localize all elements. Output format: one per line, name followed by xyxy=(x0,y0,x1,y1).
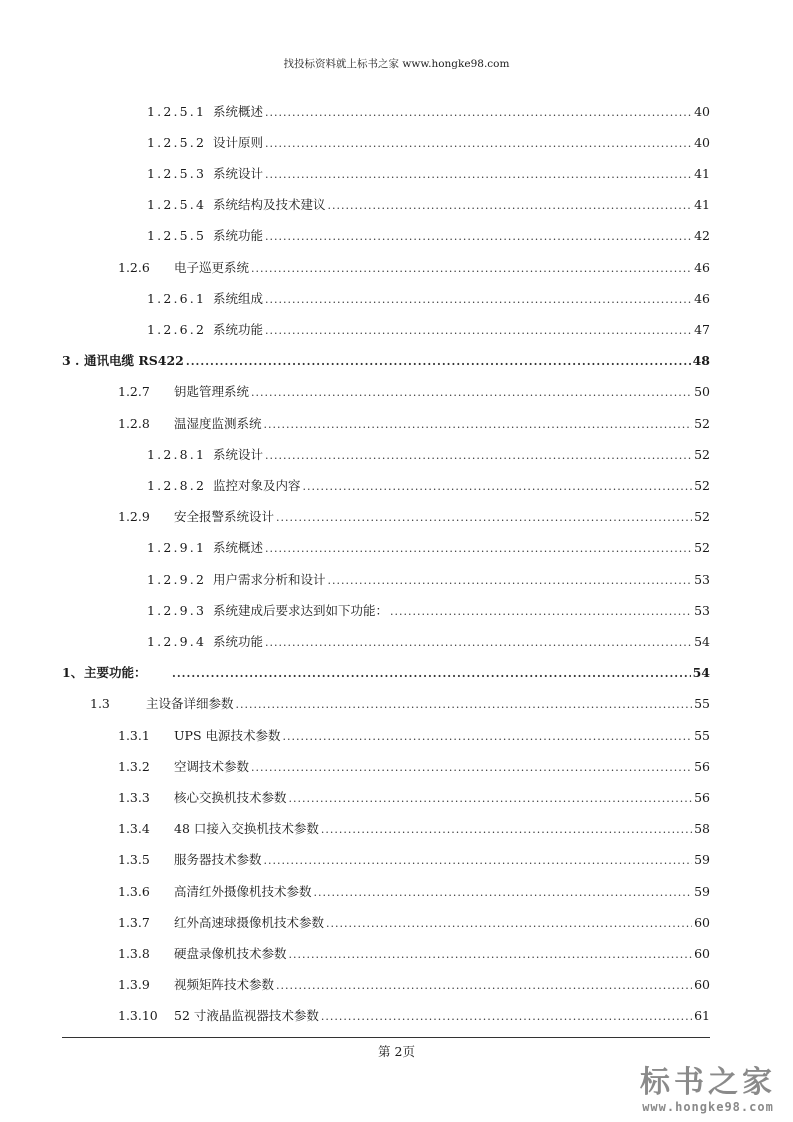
toc-number: 1.3.2 xyxy=(118,759,150,774)
toc-title: 电子巡更系统 xyxy=(174,260,250,275)
toc-entry[interactable] xyxy=(118,1006,710,1026)
footer-divider xyxy=(62,1037,710,1038)
toc-entry[interactable] xyxy=(147,133,710,153)
toc-leader xyxy=(236,695,693,715)
toc-entry[interactable] xyxy=(147,445,710,465)
toc-number: 3 . xyxy=(62,353,80,368)
toc-leader xyxy=(390,602,692,622)
toc-leader xyxy=(303,477,693,497)
watermark-cn: 标书之家 xyxy=(640,1065,776,1100)
watermark-logo xyxy=(633,1066,783,1114)
toc-leader xyxy=(328,196,693,216)
toc-page: 52 xyxy=(694,416,710,431)
toc-page: 52 xyxy=(694,540,710,555)
toc-entry[interactable] xyxy=(147,476,710,496)
toc-number: 1.2.5.1 xyxy=(147,104,207,119)
toc-title: 52 寸液晶监视器技术参数 xyxy=(174,1008,319,1023)
toc-entry[interactable] xyxy=(118,975,710,995)
toc-number: 1.3.3 xyxy=(118,790,150,805)
toc-entry[interactable] xyxy=(118,258,710,278)
toc-page: 61 xyxy=(694,1008,710,1023)
toc-page: 60 xyxy=(694,946,710,961)
toc-title: 红外高速球摄像机技术参数 xyxy=(174,915,325,930)
toc-page: 46 xyxy=(694,260,710,275)
toc-number: 1.2.5.3 xyxy=(147,166,207,181)
toc-page: 41 xyxy=(694,166,710,181)
toc-title: 系统功能 xyxy=(213,634,264,649)
toc-title: 系统组成 xyxy=(213,291,264,306)
toc-leader xyxy=(265,539,692,559)
toc-number: 1.2.8.2 xyxy=(147,478,207,493)
toc-title: 服务器技术参数 xyxy=(174,852,262,867)
toc-number: 1.3.4 xyxy=(118,821,150,836)
toc-leader xyxy=(289,789,693,809)
toc-leader xyxy=(265,227,692,247)
watermark-url: www.hongke98.com xyxy=(642,1100,774,1114)
toc-title: 高清红外摄像机技术参数 xyxy=(174,884,312,899)
toc-leader xyxy=(186,352,691,372)
toc-title: 通讯电缆 RS422 xyxy=(84,353,184,368)
toc-page: 54 xyxy=(694,634,710,649)
toc-leader xyxy=(326,914,692,934)
toc-entry[interactable] xyxy=(147,538,710,558)
toc-entry[interactable] xyxy=(62,351,710,371)
toc-leader xyxy=(282,727,692,747)
toc-leader xyxy=(265,290,692,310)
toc-number: 1.2.5.4 xyxy=(147,197,207,212)
toc-number: 1.2.5.5 xyxy=(147,228,207,243)
toc-leader xyxy=(265,134,692,154)
toc-number: 1.3.9 xyxy=(118,977,150,992)
toc-page: 54 xyxy=(692,665,710,680)
toc-number: 1.2.9 xyxy=(118,509,150,524)
toc-leader xyxy=(276,976,692,996)
toc-number: 1.3.1 xyxy=(118,728,150,743)
toc-entry[interactable] xyxy=(118,788,710,808)
toc-title: 系统设计 xyxy=(213,166,264,181)
toc-page: 55 xyxy=(694,696,710,711)
toc-page: 52 xyxy=(694,447,710,462)
toc-number: 1.2.9.2 xyxy=(147,572,207,587)
toc-page: 53 xyxy=(694,603,710,618)
toc-entry[interactable] xyxy=(118,882,710,902)
toc-number: 1.2.7 xyxy=(118,384,150,399)
toc-leader xyxy=(264,851,693,871)
toc-title: 系统设计 xyxy=(213,447,264,462)
toc-title: 钥匙管理系统 xyxy=(174,384,250,399)
toc-entry[interactable] xyxy=(147,102,710,122)
toc-page: 52 xyxy=(694,509,710,524)
toc-entry[interactable] xyxy=(147,164,710,184)
toc-number: 1.3.8 xyxy=(118,946,150,961)
toc-title: 系统概述 xyxy=(213,104,264,119)
toc-entry[interactable] xyxy=(118,819,710,839)
toc-number: 1.3 xyxy=(90,696,110,711)
toc-title: 安全报警系统设计 xyxy=(174,509,275,524)
toc-title: 监控对象及内容 xyxy=(213,478,301,493)
toc-number: 1.2.9.3 xyxy=(147,603,207,618)
toc-entry[interactable] xyxy=(118,913,710,933)
toc-number: 1.2.6.1 xyxy=(147,291,207,306)
toc-leader xyxy=(251,758,692,778)
toc-leader xyxy=(265,103,692,123)
toc-title: 主设备详细参数 xyxy=(146,696,234,711)
toc-leader xyxy=(328,571,693,591)
toc-entry[interactable] xyxy=(118,850,710,870)
toc-page: 56 xyxy=(694,759,710,774)
toc-page: 50 xyxy=(694,384,710,399)
toc-title: 空调技术参数 xyxy=(174,759,250,774)
page-header: 找投标资料就上标书之家 www.hongke98.com xyxy=(283,58,510,70)
toc-number: 1.3.7 xyxy=(118,915,150,930)
toc-page: 40 xyxy=(694,104,710,119)
toc-entry[interactable] xyxy=(118,507,710,527)
toc-entry[interactable] xyxy=(147,195,710,215)
toc-title: 硬盘录像机技术参数 xyxy=(174,946,287,961)
toc-page: 46 xyxy=(694,291,710,306)
toc-leader xyxy=(276,508,692,528)
toc-page: 40 xyxy=(694,135,710,150)
toc-number: 1.2.6.2 xyxy=(147,322,207,337)
toc-number: 1、 xyxy=(62,665,84,680)
toc-leader xyxy=(321,1007,692,1027)
toc-entry[interactable] xyxy=(147,320,710,340)
toc-title: 核心交换机技术参数 xyxy=(174,790,287,805)
toc-title: 系统功能 xyxy=(213,228,264,243)
toc-page: 60 xyxy=(694,977,710,992)
toc-entry[interactable] xyxy=(90,694,710,714)
toc-number: 1.2.8.1 xyxy=(147,447,207,462)
toc-title: 主要功能： xyxy=(84,665,147,680)
toc-page: 48 xyxy=(692,353,710,368)
toc-leader xyxy=(265,165,692,185)
toc-title: 系统建成后要求达到如下功能： xyxy=(213,603,389,618)
toc-leader xyxy=(251,383,692,403)
toc-page: 56 xyxy=(694,790,710,805)
toc-leader xyxy=(264,415,693,435)
page-number: 第 2页 xyxy=(378,1044,415,1059)
toc-title: UPS 电源技术参数 xyxy=(174,728,281,743)
toc-leader xyxy=(321,820,692,840)
toc-entry[interactable] xyxy=(62,663,710,683)
toc-page: 42 xyxy=(694,228,710,243)
toc-page: 47 xyxy=(694,322,710,337)
toc-entry[interactable] xyxy=(118,944,710,964)
toc-entry[interactable] xyxy=(147,570,710,590)
toc-number: 1.2.8 xyxy=(118,416,150,431)
toc-number: 1.3.6 xyxy=(118,884,150,899)
toc-leader xyxy=(265,446,692,466)
toc-page: 58 xyxy=(694,821,710,836)
toc-title: 温湿度监测系统 xyxy=(174,416,262,431)
toc-leader xyxy=(314,883,693,903)
toc-page: 59 xyxy=(694,884,710,899)
toc-title: 系统概述 xyxy=(213,540,264,555)
toc-page: 59 xyxy=(694,852,710,867)
toc-title: 视频矩阵技术参数 xyxy=(174,977,275,992)
toc-page: 55 xyxy=(694,728,710,743)
toc-number: 1.3.5 xyxy=(118,852,150,867)
toc-title: 系统结构及技术建议 xyxy=(213,197,326,212)
toc-leader xyxy=(289,945,693,965)
toc-page: 52 xyxy=(694,478,710,493)
toc-leader xyxy=(251,259,692,279)
toc-number: 1.3.10 xyxy=(118,1008,158,1023)
toc-leader xyxy=(265,321,692,341)
toc-leader xyxy=(172,664,691,684)
toc-title: 系统功能 xyxy=(213,322,264,337)
toc-entry[interactable] xyxy=(147,226,710,246)
toc-number: 1.2.5.2 xyxy=(147,135,207,150)
toc-title: 用户需求分析和设计 xyxy=(213,572,326,587)
toc-page: 53 xyxy=(694,572,710,587)
toc-number: 1.2.9.1 xyxy=(147,540,207,555)
toc-entry[interactable] xyxy=(118,382,710,402)
toc-page: 41 xyxy=(694,197,710,212)
toc-entry[interactable] xyxy=(118,726,710,746)
toc-title: 设计原则 xyxy=(213,135,264,150)
toc-entry[interactable] xyxy=(147,601,710,621)
toc-entry[interactable] xyxy=(118,414,710,434)
toc-page: 60 xyxy=(694,915,710,930)
toc-entry[interactable] xyxy=(147,289,710,309)
toc-title: 48 口接入交换机技术参数 xyxy=(174,821,319,836)
toc-leader xyxy=(265,633,692,653)
toc-number: 1.2.6 xyxy=(118,260,150,275)
toc-entry[interactable] xyxy=(118,757,710,777)
toc-number: 1.2.9.4 xyxy=(147,634,207,649)
toc-entry[interactable] xyxy=(147,632,710,652)
